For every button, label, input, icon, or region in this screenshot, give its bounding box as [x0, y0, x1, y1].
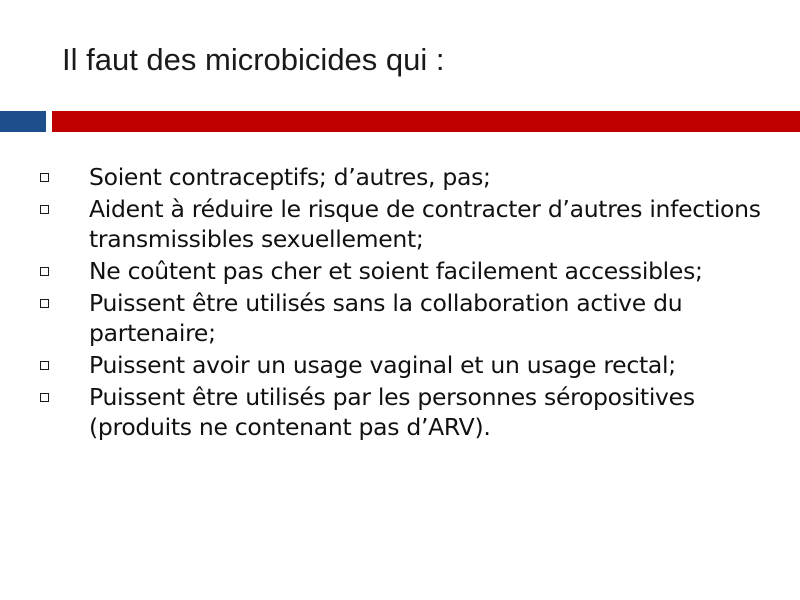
hollow-square-icon: [40, 205, 49, 214]
hollow-square-icon: [40, 173, 49, 182]
bullet-text: Puissent avoir un usage vaginal et un usage rectal;: [89, 351, 676, 379]
bullet-list: [0, 162, 800, 444]
bullet-item: [0, 350, 769, 380]
bullet-item: [0, 194, 769, 254]
bullet-item: [0, 382, 769, 442]
bullet-text: Soient contraceptifs; d’autres, pas;: [89, 163, 491, 191]
bullet-text: Puissent être utilisés sans la collaboration active du partenaire;: [89, 289, 683, 347]
bullet-text: Puissent être utilisés par les personnes séropositives (produits ne contenant pas d’ARV).: [89, 383, 695, 441]
accent-block: [0, 111, 46, 132]
hollow-square-icon: [40, 267, 49, 276]
title-underline-bar: [52, 111, 800, 132]
bullet-item: [0, 256, 769, 286]
hollow-square-icon: [40, 361, 49, 370]
bullet-text: Ne coûtent pas cher et soient facilement accessibles;: [89, 257, 703, 285]
hollow-square-icon: [40, 299, 49, 308]
bullet-item: [0, 162, 769, 192]
slide-title: Il faut des microbicides qui :: [62, 42, 445, 77]
bullet-text: Aident à réduire le risque de contracter d’autres infections transmissibles sexuellement;: [89, 195, 761, 253]
hollow-square-icon: [40, 393, 49, 402]
bullet-item: [0, 288, 769, 348]
